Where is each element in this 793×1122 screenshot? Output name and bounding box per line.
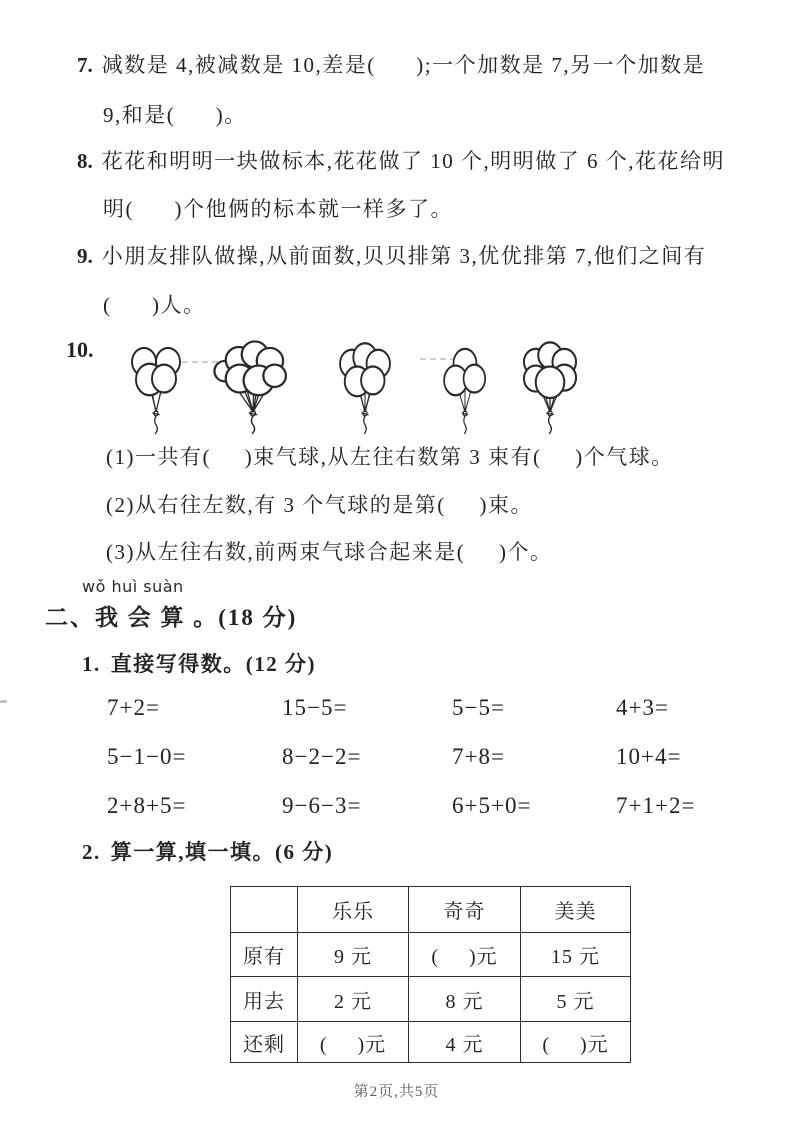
balloon-bunch (326, 334, 404, 438)
table-header-qiqi: 奇奇 (409, 887, 521, 933)
balloon-bunch (116, 334, 196, 438)
table-header-meimei: 美美 (521, 887, 631, 933)
question-10-sub3: (3)从左往右数,前两束气球合起来是( )个。 (106, 540, 553, 564)
table-cell: 15 元 (521, 933, 631, 977)
table-header-lele: 乐乐 (298, 887, 409, 933)
math-problem: 10+4= (616, 744, 682, 769)
question-10-sub2: (2)从右往左数,有 3 个气球的是第( )束。 (106, 493, 533, 517)
question-8-line2: 明( )个他俩的标本就一样多了。 (103, 197, 453, 221)
table-row (231, 1022, 631, 1063)
math-problem: 9−6−3= (282, 793, 362, 818)
math-problem: 7+2= (107, 695, 160, 720)
question-7-line1 (77, 52, 705, 78)
math-problem: 7+1+2= (616, 793, 696, 818)
money-table (230, 886, 631, 1063)
question-9-text: 小朋友排队做操,从前面数,贝贝排第 3,优优排第 7,他们之间有 (101, 244, 707, 268)
table-cell: 8 元 (409, 977, 521, 1022)
section-2-pinyin: wǒ huì suàn (82, 577, 184, 596)
row-label-left: 还剩 (231, 1022, 298, 1063)
section-2-title: 二、我 会 算 。(18 分) (45, 605, 298, 630)
question-7-line2: 9,和是( )。 (103, 103, 247, 127)
table-cell: ( )元 (521, 1022, 631, 1063)
balloon-bunch (508, 334, 592, 438)
question-8-line1 (77, 148, 725, 174)
arithmetic-grid (107, 695, 747, 842)
math-problem: 2+8+5= (107, 793, 187, 818)
question-10-sub1: (1)一共有( )束气球,从左往右数第 3 束有( )个气球。 (106, 445, 674, 469)
calc-2-number: 2. (82, 840, 101, 864)
row-label-original: 原有 (231, 933, 298, 977)
table-cell: ( )元 (409, 933, 521, 977)
row-label-spent: 用去 (231, 977, 298, 1022)
balloon-bunch (429, 334, 501, 438)
table-corner-cell (231, 887, 298, 933)
math-problem: 5−5= (452, 695, 505, 720)
question-9-line1 (77, 243, 706, 269)
math-problem: 5−1−0= (107, 744, 187, 769)
math-problem: 7+8= (452, 744, 505, 769)
calc-1-heading (82, 648, 316, 678)
balloon-bunch (206, 334, 300, 438)
page-footer: 第2页,共5页 (353, 1084, 440, 1100)
math-problem: 8−2−2= (282, 744, 362, 769)
question-9-line2: ( )人。 (103, 293, 206, 317)
table-cell: ( )元 (298, 1022, 409, 1063)
calc-2-title: 算一算,填一填。(6 分) (110, 840, 334, 864)
calc-2-heading (82, 836, 333, 866)
question-8-text: 花花和明明一块做标本,花花做了 10 个,明明做了 6 个,花花给明 (101, 149, 725, 173)
question-10-number: 10. (66, 337, 94, 362)
question-7-number: 7. (77, 53, 93, 77)
scan-edge-mark (0, 700, 7, 703)
question-8-number: 8. (77, 149, 93, 173)
question-9-number: 9. (77, 244, 93, 268)
math-problem: 6+5+0= (452, 793, 532, 818)
question-7-text: 减数是 4,被减数是 10,差是( );一个加数是 7,另一个加数是 (101, 53, 706, 77)
calc-1-title: 直接写得数。(12 分) (110, 652, 316, 676)
math-problem: 4+3= (616, 695, 669, 720)
balloon-illustration (0, 334, 793, 438)
table-cell: 5 元 (521, 977, 631, 1022)
table-row (231, 933, 631, 977)
calc-1-number: 1. (82, 652, 101, 676)
table-cell: 2 元 (298, 977, 409, 1022)
math-problem: 15−5= (282, 695, 348, 720)
table-cell: 9 元 (298, 933, 409, 977)
table-row (231, 977, 631, 1022)
table-cell: 4 元 (409, 1022, 521, 1063)
table-header-row (231, 887, 631, 933)
